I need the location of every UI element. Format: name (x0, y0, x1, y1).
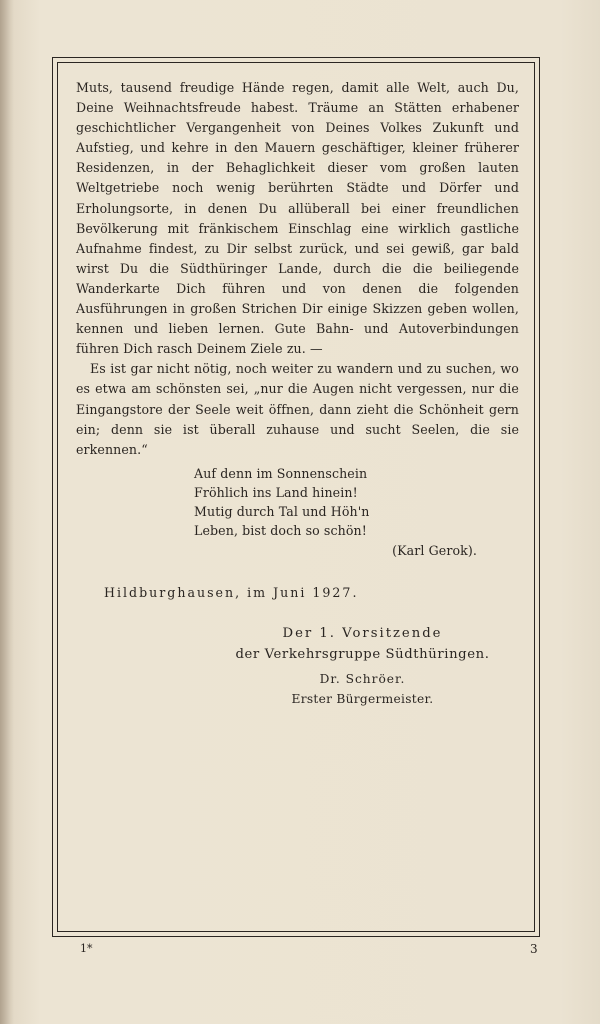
signature-title-line-1: Der 1. Vorsitzende (282, 625, 443, 641)
place-and-date: Hildburghausen, im Juni 1927. (104, 584, 359, 600)
poem-line: Leben, bist doch so schön! (194, 522, 367, 538)
body-text (76, 78, 519, 460)
signature-block (206, 623, 519, 709)
paragraph-1: Muts, tausend freudige Hände regen, damit alle Welt, auch Du, Deine Weihnachtsfreude habest. Träume an Stätten erhabener geschichtlicher Vergangenheit von Deines Volkes Zukunft und Aufstieg, und kehre in den Mauern geschäftiger, kleiner früherer Residenzen, in der Behaglichkeit dieser vom großen lauten Weltgetriebe noch wenig berührten Städte und Dörfer und Erholungsorte, in denen Du allüberall bei einer freundlichen Bevölkerung mit fränkischem Einschlag eine wirklich gastliche Aufnahme findest, zu Dir selbst zurück, und sei gewiß, gar bald wirst Du die Südthüringer Lande, durch die die beiliegende Wanderkarte Dich führen und von denen die folgenden Ausführungen in großen Strichen Dir einige Skizzen geben wollen, kennen und lieben lernen. Gute Bahn- und Autoverbindungen führen Dich rasch Deinem Ziele zu. — (76, 80, 519, 357)
paragraph-2: Es ist gar nicht nötig, noch weiter zu wandern und zu suchen, wo es etwa am schönsten sei, „nur die Augen nicht vergessen, nur die Eingangstore der Seele weit öffnen, dann zieht die Schönheit gern ein; denn sie ist überall zuhause und sucht Seelen, die sie erkennen.“ (76, 361, 519, 457)
page-content (76, 78, 519, 709)
signature-role: Erster Bürgermeister. (291, 691, 434, 706)
signature-mark: 1* (80, 942, 93, 955)
spine-shadow (0, 0, 14, 1024)
poem-block (194, 464, 519, 561)
signature-name: Dr. Schröer. (319, 671, 406, 686)
page-number: 3 (530, 942, 538, 956)
signature-title-line-2: der Verkehrsgruppe Südthüringen. (235, 646, 490, 662)
poem-line: Auf denn im Sonnenschein (194, 465, 368, 481)
poem-author: (Karl Gerok). (392, 542, 477, 558)
poem-line: Mutig durch Tal und Höh'n (194, 503, 370, 519)
poem-line: Fröhlich ins Land hinein! (194, 484, 358, 500)
